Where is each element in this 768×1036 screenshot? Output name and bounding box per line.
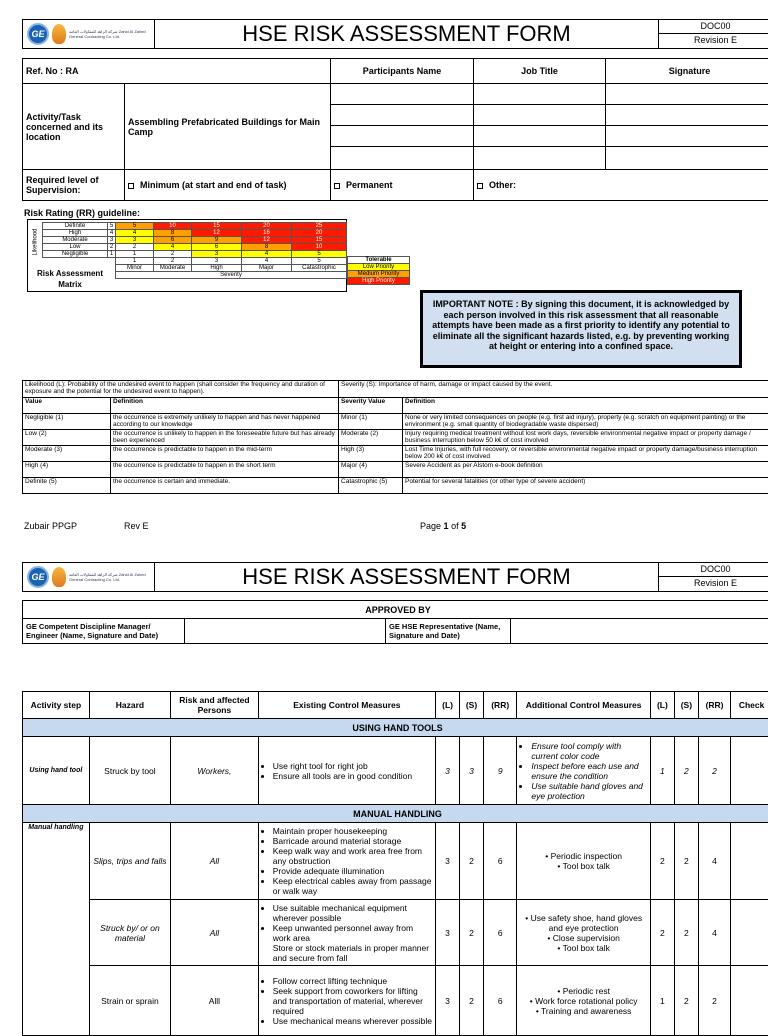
- likelihood-axis-label: Likelihood: [33, 228, 39, 255]
- col-l: (L): [436, 692, 460, 719]
- rr-title: Risk Rating (RR) guideline:: [24, 208, 140, 218]
- table-row: [23, 966, 768, 1036]
- l-def-value: Moderate (3): [23, 446, 111, 462]
- flame-logo-icon: [52, 567, 66, 587]
- s-value: 2: [460, 966, 484, 1036]
- sup-permanent-option[interactable]: Permanent: [331, 170, 474, 201]
- section-hand-tools: USING HAND TOOLS: [23, 719, 768, 737]
- s-def-text: Injury requiring medical treatment without lost work days, reversible environmental negative impact or property damage / business interruption below 50 k€ of cost involved: [403, 430, 768, 446]
- check-cell[interactable]: [731, 737, 768, 805]
- s2-value: 2: [674, 823, 698, 900]
- rr2-value: 2: [698, 966, 730, 1036]
- flame-logo-icon: [52, 24, 66, 44]
- l-def-text: the occurrence is predictable to happen in the short term: [111, 462, 339, 478]
- definitions-table: [22, 380, 768, 494]
- l-def-text: the occurrence is predictable to happen in the mid-term: [111, 446, 339, 462]
- list-item: • Tool box talk: [520, 943, 647, 953]
- doc-number-box: [658, 563, 768, 591]
- risk-cell: 16: [242, 230, 292, 237]
- severity-number: 5: [292, 258, 347, 265]
- s-value: 2: [460, 900, 484, 966]
- revision: Revision E: [659, 577, 768, 591]
- company-logo: [23, 563, 155, 591]
- l-value: 3: [436, 966, 460, 1036]
- footer-project: Zubair PPGP: [24, 521, 77, 531]
- checkbox-icon: [128, 183, 134, 189]
- col-hazard: Hazard: [89, 692, 170, 719]
- risk-cell: 8: [154, 230, 192, 237]
- legend-tolerable: Tolerable: [348, 257, 410, 264]
- severity-number: 1: [116, 258, 154, 265]
- list-item: • Periodic inspection: [520, 851, 647, 861]
- hazard: Struck by/ or on material: [89, 900, 170, 966]
- s-def-value: Major (4): [339, 462, 403, 478]
- s2-value: 2: [674, 966, 698, 1036]
- company-logo: [23, 20, 155, 48]
- existing-controls: [258, 900, 435, 966]
- affected-persons: Alll: [171, 966, 259, 1036]
- list-item: • Use right tool for right job: [273, 761, 432, 771]
- list-item: • Training and awareness: [520, 1006, 647, 1016]
- legend-medium: Medium Priority: [348, 271, 410, 278]
- s-value: 3: [460, 737, 484, 805]
- likelihood-label: Low: [43, 244, 108, 251]
- risk-cell: 8: [242, 244, 292, 251]
- severity-label: Minor: [116, 265, 154, 272]
- form-title: HSE RISK ASSESSMENT FORM: [155, 563, 658, 591]
- severity-def-title: Severity (S): Importance of harm, damage or impact caused by the event.: [339, 381, 768, 398]
- likelihood-number: 2: [108, 244, 116, 251]
- severity-label: Catastrophic: [292, 265, 347, 272]
- affected-persons: Workers,: [171, 737, 259, 805]
- risk-cell: 20: [292, 230, 347, 237]
- l-value: 3: [436, 900, 460, 966]
- footer-rev: Rev E: [124, 521, 149, 531]
- participants-header: Participants Name: [331, 59, 474, 84]
- additional-controls: [517, 737, 651, 805]
- s-def-value: Catastrophic (5): [339, 478, 403, 494]
- ge-manager-label: GE Competent Discipline Manager/ Engineer (Name, Signature and Date): [23, 619, 185, 644]
- participant-cell[interactable]: [331, 84, 474, 105]
- l2-value: 2: [650, 823, 674, 900]
- approval-table: [22, 600, 768, 644]
- risk-cell: 15: [292, 237, 347, 244]
- definition-header: Definition: [111, 398, 339, 414]
- job-title-cell[interactable]: [474, 147, 606, 170]
- likelihood-number: 1: [108, 251, 116, 258]
- rr2-value: 4: [698, 900, 730, 966]
- severity-label: Major: [242, 265, 292, 272]
- risk-table: [22, 691, 768, 1036]
- likelihood-number: 4: [108, 230, 116, 237]
- affected-persons: All: [171, 823, 259, 900]
- priority-legend: [347, 256, 410, 285]
- risk-cell: 12: [242, 237, 292, 244]
- activity-step: Manual handling: [23, 823, 90, 1036]
- ge-logo-icon: GE: [27, 23, 49, 45]
- likelihood-label: High: [43, 230, 108, 237]
- l-def-value: Negligible (1): [23, 414, 111, 430]
- value-header: Value: [23, 398, 111, 414]
- l2-value: 1: [650, 737, 674, 805]
- rr-value: 6: [484, 966, 517, 1036]
- existing-controls: [258, 966, 435, 1036]
- likelihood-def-title: Likelihood (L): Probability of the undesired event to happen (shall consider the frequency and duration of exposure and the potential for the undesired event to happen).: [23, 381, 339, 398]
- rr-value: 6: [484, 823, 517, 900]
- legend-high: High Priority: [348, 278, 410, 285]
- definition-header: Definition: [403, 398, 768, 414]
- approved-by-title: APPROVED BY: [23, 601, 768, 619]
- matrix-label: Risk Assessment Matrix: [30, 268, 110, 290]
- risk-cell: 3: [192, 251, 242, 258]
- risk-cell: 5: [116, 223, 154, 230]
- sup-other-option[interactable]: Other:: [474, 170, 768, 201]
- signature-header: Signature: [606, 59, 768, 84]
- hazard: Slips, trips and falls: [89, 823, 170, 900]
- participant-cell[interactable]: [331, 105, 474, 126]
- risk-cell: 10: [292, 244, 347, 251]
- risk-cell: 2: [154, 251, 192, 258]
- severity-number: 3: [192, 258, 242, 265]
- rr-value: 6: [484, 900, 517, 966]
- s2-value: 2: [674, 737, 698, 805]
- s-def-value: Minor (1): [339, 414, 403, 430]
- s-def-text: Lost Time Injuries, with full recovery, or reversible environmental negative impact or property damage/business interruption below 200 k€ of cost involved: [403, 446, 768, 462]
- sup-minimum-option[interactable]: Minimum (at start and end of task): [125, 170, 331, 201]
- list-item: • Use suitable mechanical equipment wherever possible: [273, 903, 432, 923]
- job-title-cell[interactable]: [474, 84, 606, 105]
- job-title-cell[interactable]: [474, 126, 606, 147]
- risk-cell: 1: [116, 251, 154, 258]
- risk-cell: 4: [116, 230, 154, 237]
- additional-controls: [517, 966, 651, 1036]
- risk-cell: 10: [154, 223, 192, 230]
- ge-manager-signature[interactable]: [185, 619, 386, 644]
- doc-number: DOC00: [659, 563, 768, 577]
- legend-low: Low Priority: [348, 264, 410, 271]
- additional-controls: [517, 900, 651, 966]
- list-item: • Provide adequate illumination: [273, 866, 432, 876]
- participant-cell[interactable]: [331, 147, 474, 170]
- affected-persons: All: [171, 900, 259, 966]
- risk-cell: 6: [154, 237, 192, 244]
- s-def-text: Severe Accident as per Alstom e-book definition: [403, 462, 768, 478]
- l-def-value: Low (2): [23, 430, 111, 446]
- col-risk-persons: Risk and affected Persons: [171, 692, 259, 719]
- list-item: • Use suitable hand gloves and eye protection: [531, 781, 647, 801]
- risk-cell: 4: [242, 251, 292, 258]
- activity-value: Assembling Prefabricated Buildings for Main Camp: [125, 84, 331, 170]
- rr-value: 9: [484, 737, 517, 805]
- risk-cell: 3: [116, 237, 154, 244]
- activity-label: Activity/Task concerned and its location: [23, 84, 125, 170]
- company-name: شركة الزاهد للمقاولات العامة Zahid Al Zahed General Contracting Co. Ltd.: [69, 572, 149, 582]
- risk-cell: 4: [154, 244, 192, 251]
- ge-hse-signature[interactable]: [511, 619, 768, 644]
- col-existing-controls: Existing Control Measures: [258, 692, 435, 719]
- doc-number: DOC00: [659, 20, 768, 34]
- job-title-header: Job Title: [474, 59, 606, 84]
- risk-cell: 6: [192, 244, 242, 251]
- footer-page: Page 1 of 5: [420, 521, 466, 531]
- signature-cell[interactable]: [606, 126, 768, 147]
- company-name: شركة الزاهد للمقاولات العامة Zahid Al Zahed General Contracting Co. Ltd.: [69, 29, 149, 39]
- s-def-value: Moderate (2): [339, 430, 403, 446]
- list-item: Store or stock materials in proper manner and secure from fall: [262, 943, 432, 963]
- l-def-value: Definite (5): [23, 478, 111, 494]
- col-check: Check: [731, 692, 768, 719]
- signature-cell[interactable]: [606, 84, 768, 105]
- s-def-text: None or very limited consequences on people (e.g. first aid injury), property (e.g. scratch on equipment painting) or the environment (e.g. small quantity of biodegradable waste dispersed): [403, 414, 768, 430]
- list-item: • Maintain proper housekeeping: [273, 826, 432, 836]
- severity-number: 2: [154, 258, 192, 265]
- doc-number-box: [658, 20, 768, 48]
- col-s: (S): [460, 692, 484, 719]
- hazard: Struck by tool: [89, 737, 170, 805]
- checkbox-icon: [334, 183, 340, 189]
- check-cell[interactable]: [731, 966, 768, 1036]
- existing-controls: [258, 823, 435, 900]
- s2-value: 2: [674, 900, 698, 966]
- l-value: 3: [436, 823, 460, 900]
- l-def-value: High (4): [23, 462, 111, 478]
- s-def-value: High (3): [339, 446, 403, 462]
- table-row: [23, 900, 768, 966]
- ref-no: Ref. No : RA: [23, 59, 331, 84]
- severity-number: 4: [242, 258, 292, 265]
- col-activity-step: Activity step: [23, 692, 90, 719]
- ge-hse-label: GE HSE Representative (Name, Signature and Date): [386, 619, 511, 644]
- rr2-value: 2: [698, 737, 730, 805]
- col-s2: (S): [674, 692, 698, 719]
- list-item: • Seek support from coworkers for lifting and transportation of material, wherever required: [273, 986, 432, 1016]
- list-item: • Keep walk way and work area free from any obstruction: [273, 846, 432, 866]
- check-cell[interactable]: [731, 823, 768, 900]
- col-rr2: (RR): [698, 692, 730, 719]
- form-title: HSE RISK ASSESSMENT FORM: [155, 20, 658, 48]
- likelihood-label: Moderate: [43, 237, 108, 244]
- supervision-label: Required level of Supervision:: [23, 170, 125, 201]
- list-item: • Tool box talk: [520, 861, 647, 871]
- existing-controls: [258, 737, 435, 805]
- job-title-cell[interactable]: [474, 105, 606, 126]
- hazard: Strain or sprain: [89, 966, 170, 1036]
- severity-axis-label: Severity: [116, 272, 347, 279]
- page1-header: [22, 19, 768, 49]
- risk-cell: 20: [242, 223, 292, 230]
- severity-value-header: Severity Value: [339, 398, 403, 414]
- list-item: • Inspect before each use and ensure the condition: [531, 761, 647, 781]
- s-value: 2: [460, 823, 484, 900]
- list-item: • Keep unwanted personnel away from work area: [273, 923, 432, 943]
- col-l2: (L): [650, 692, 674, 719]
- list-item: • Follow correct lifting technique: [273, 976, 432, 986]
- ge-logo-icon: GE: [27, 566, 49, 588]
- list-item: • Ensure tool comply with current color code: [531, 741, 647, 761]
- l2-value: 2: [650, 900, 674, 966]
- risk-cell: 2: [116, 244, 154, 251]
- list-item: • Use mechanical means wherever possible: [273, 1016, 432, 1026]
- checkbox-icon: [477, 183, 483, 189]
- severity-label: High: [192, 265, 242, 272]
- risk-cell: 9: [192, 237, 242, 244]
- important-note: IMPORTANT NOTE : By signing this document, it is acknowledged by each person involved in this risk assessment that all reasonable attempts have been made as a first priority to identify any potential to eliminate all the significant hazards listed, e.g. by preventing working at height or entering into a confined space.: [420, 290, 742, 368]
- risk-cell: 12: [192, 230, 242, 237]
- list-item: • Periodic rest: [520, 986, 647, 996]
- list-item: • Keep electrical cables away from passage or walk way: [273, 876, 432, 896]
- section-manual-handling: MANUAL HANDLING: [23, 805, 768, 823]
- list-item: • Ensure all tools are in good condition: [273, 771, 432, 781]
- list-item: • Barricade around material storage: [273, 836, 432, 846]
- list-item: • Work force rotational policy: [520, 996, 647, 1006]
- risk-cell: 15: [192, 223, 242, 230]
- activity-step: Using hand tool: [23, 737, 90, 805]
- risk-matrix-box: [27, 219, 347, 292]
- l-def-text: the occurrence is extremely unlikely to happen and has never happened according to our knowledge: [111, 414, 339, 430]
- list-item: • Use safety shoe, hand gloves and eye protection: [520, 913, 647, 933]
- signature-cell[interactable]: [606, 105, 768, 126]
- severity-label: Moderate: [154, 265, 192, 272]
- list-item: • Close supervision: [520, 933, 647, 943]
- page2-header: [22, 562, 768, 592]
- table-row: [23, 823, 768, 900]
- col-additional-controls: Additional Control Measures: [517, 692, 651, 719]
- risk-cell: 5: [292, 251, 347, 258]
- l2-value: 1: [650, 966, 674, 1036]
- table-row: [23, 737, 768, 805]
- l-def-text: the occurrence is certain and immediate.: [111, 478, 339, 494]
- likelihood-label: Negligible: [43, 251, 108, 258]
- rr2-value: 4: [698, 823, 730, 900]
- likelihood-number: 5: [108, 223, 116, 230]
- likelihood-label: Definite: [43, 223, 108, 230]
- participant-cell[interactable]: [331, 126, 474, 147]
- check-cell[interactable]: [731, 900, 768, 966]
- info-table: [22, 58, 768, 201]
- col-rr: (RR): [484, 692, 517, 719]
- l-def-text: the occurrence is unlikely to happen in the foreseeable future but has already been experienced: [111, 430, 339, 446]
- likelihood-number: 3: [108, 237, 116, 244]
- s-def-text: Potential for several fatalities (or other type of severe accident): [403, 478, 768, 494]
- revision: Revision E: [659, 34, 768, 48]
- signature-cell[interactable]: [606, 147, 768, 170]
- additional-controls: [517, 823, 651, 900]
- risk-cell: 25: [292, 223, 347, 230]
- l-value: 3: [436, 737, 460, 805]
